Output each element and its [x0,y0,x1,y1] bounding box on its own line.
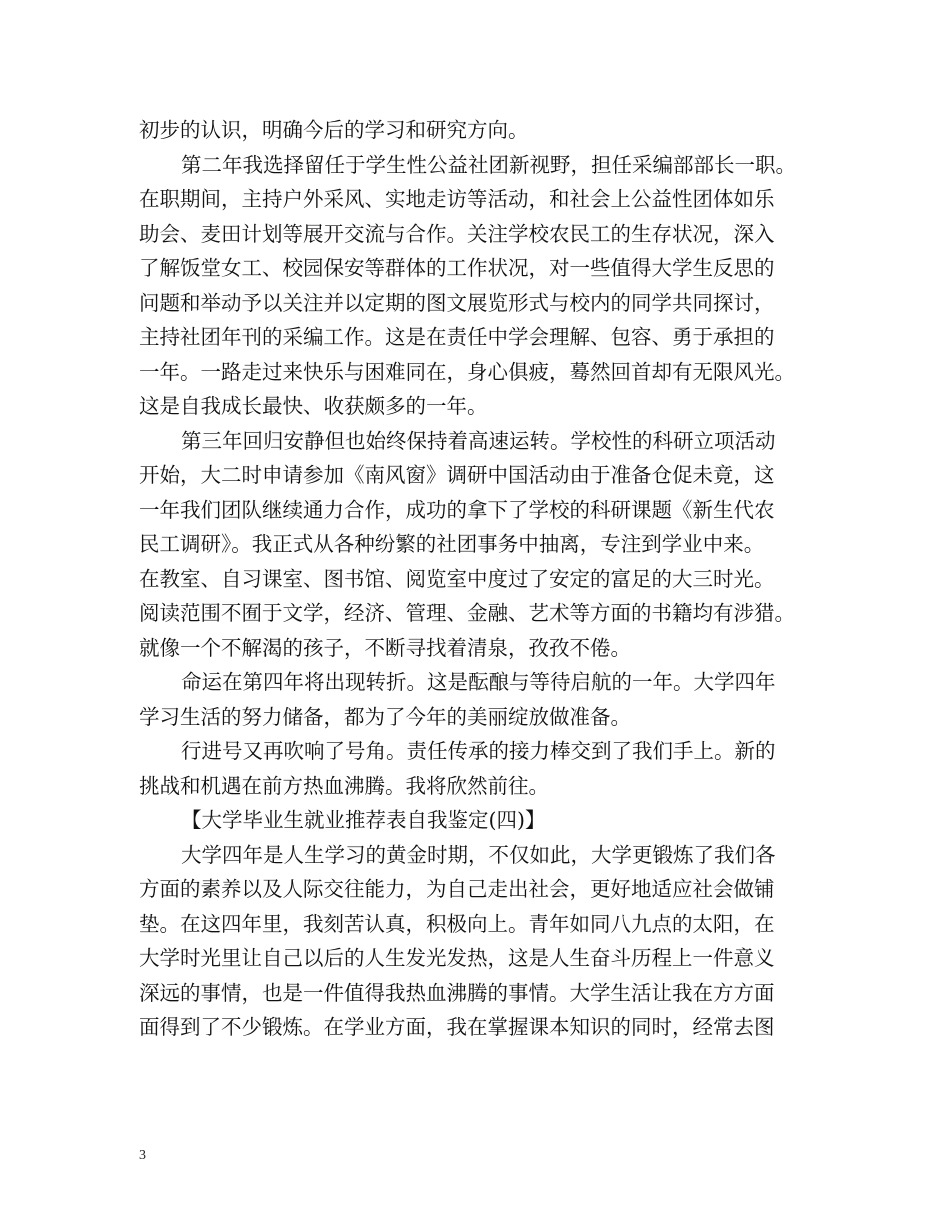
text-line: 初步的认识，明确今后的学习和研究方向。 [139,118,529,142]
text-line: 在教室、自习课室、图书馆、阅览室中度过了安定的富足的大三时光。 [139,566,775,591]
text-line: 方面的素养以及人际交往能力，为自己走出社会，更好地适应社会做铺 [139,877,775,901]
paragraph-start-line: 行进号又再吹响了号角。责任传承的接力棒交到了我们手上。新的 [181,739,776,763]
text-line: 一年我们团队继续通力合作，成功的拿下了学校的科研课题《新生代农 [139,497,775,522]
text-line: 面得到了不少锻炼。在学业方面，我在掌握课本知识的同时，经常去图 [139,1015,775,1039]
paragraph-start-line: 命运在第四年将出现转折。这是酝酿与等待启航的一年。大学四年 [181,670,776,694]
text-line: 一年。一路走过来快乐与困难同在，身心俱疲，蓦然回首却有无限风光。 [139,359,795,384]
page-number: 3 [139,1148,146,1163]
text-line: 这是自我成长最快、收获颇多的一年。 [139,394,488,418]
text-line: 学习生活的努力储备，都为了今年的美丽绽放做准备。 [139,704,631,729]
text-line: 深远的事情，也是一件值得我热血沸腾的事情。大学生活让我在方方面 [139,980,775,1005]
paragraph-start-line: 大学四年是人生学习的黄金时期，不仅如此，大学更锻炼了我们各 [181,842,776,867]
text-line: 民工调研》。我正式从各种纷繁的社团事务中抽离，专注到学业中来。 [139,532,765,556]
text-line: 在职期间，主持户外采风、实地走访等活动，和社会上公益性团体如乐 [139,187,775,211]
text-line: 了解饭堂女工、校园保安等群体的工作状况，对一些值得大学生反思的 [139,256,775,280]
text-line: 问题和举动予以关注并以定期的图文展览形式与校内的同学共同探讨， [139,290,775,315]
text-line: 挑战和机遇在前方热血沸腾。我将欣然前往。 [139,773,549,798]
text-line: 垫。在这四年里，我刻苦认真，积极向上。青年如同八九点的太阳，在 [139,911,775,936]
text-line: 就像一个不解渴的孩子，不断寻找着清泉，孜孜不倦。 [139,635,631,660]
paragraph-start-line: 第三年回归安静但也始终保持着高速运转。学校性的科研立项活动 [181,428,776,453]
paragraph-start-line: 第二年我选择留任于学生性公益社团新视野，担任采编部部长一职。 [181,152,796,177]
body-text [139,113,829,1045]
text-line: 助会、麦田计划等展开交流与合作。关注学校农民工的生存状况，深入 [139,221,775,246]
text-line: 主持社团年刊的采编工作。这是在责任中学会理解、包容、勇于承担的 [139,325,775,349]
section-heading: 【大学毕业生就业推荐表自我鉴定(四)】 [181,808,546,832]
text-line: 阅读范围不囿于文学，经济、管理、金融、艺术等方面的书籍均有涉猎。 [139,601,795,625]
text-line: 开始，大二时申请参加《南风窗》调研中国活动由于准备仓促未竟，这 [139,463,775,487]
text-line: 大学时光里让自己以后的人生发光发热，这是人生奋斗历程上一件意义 [139,946,775,970]
